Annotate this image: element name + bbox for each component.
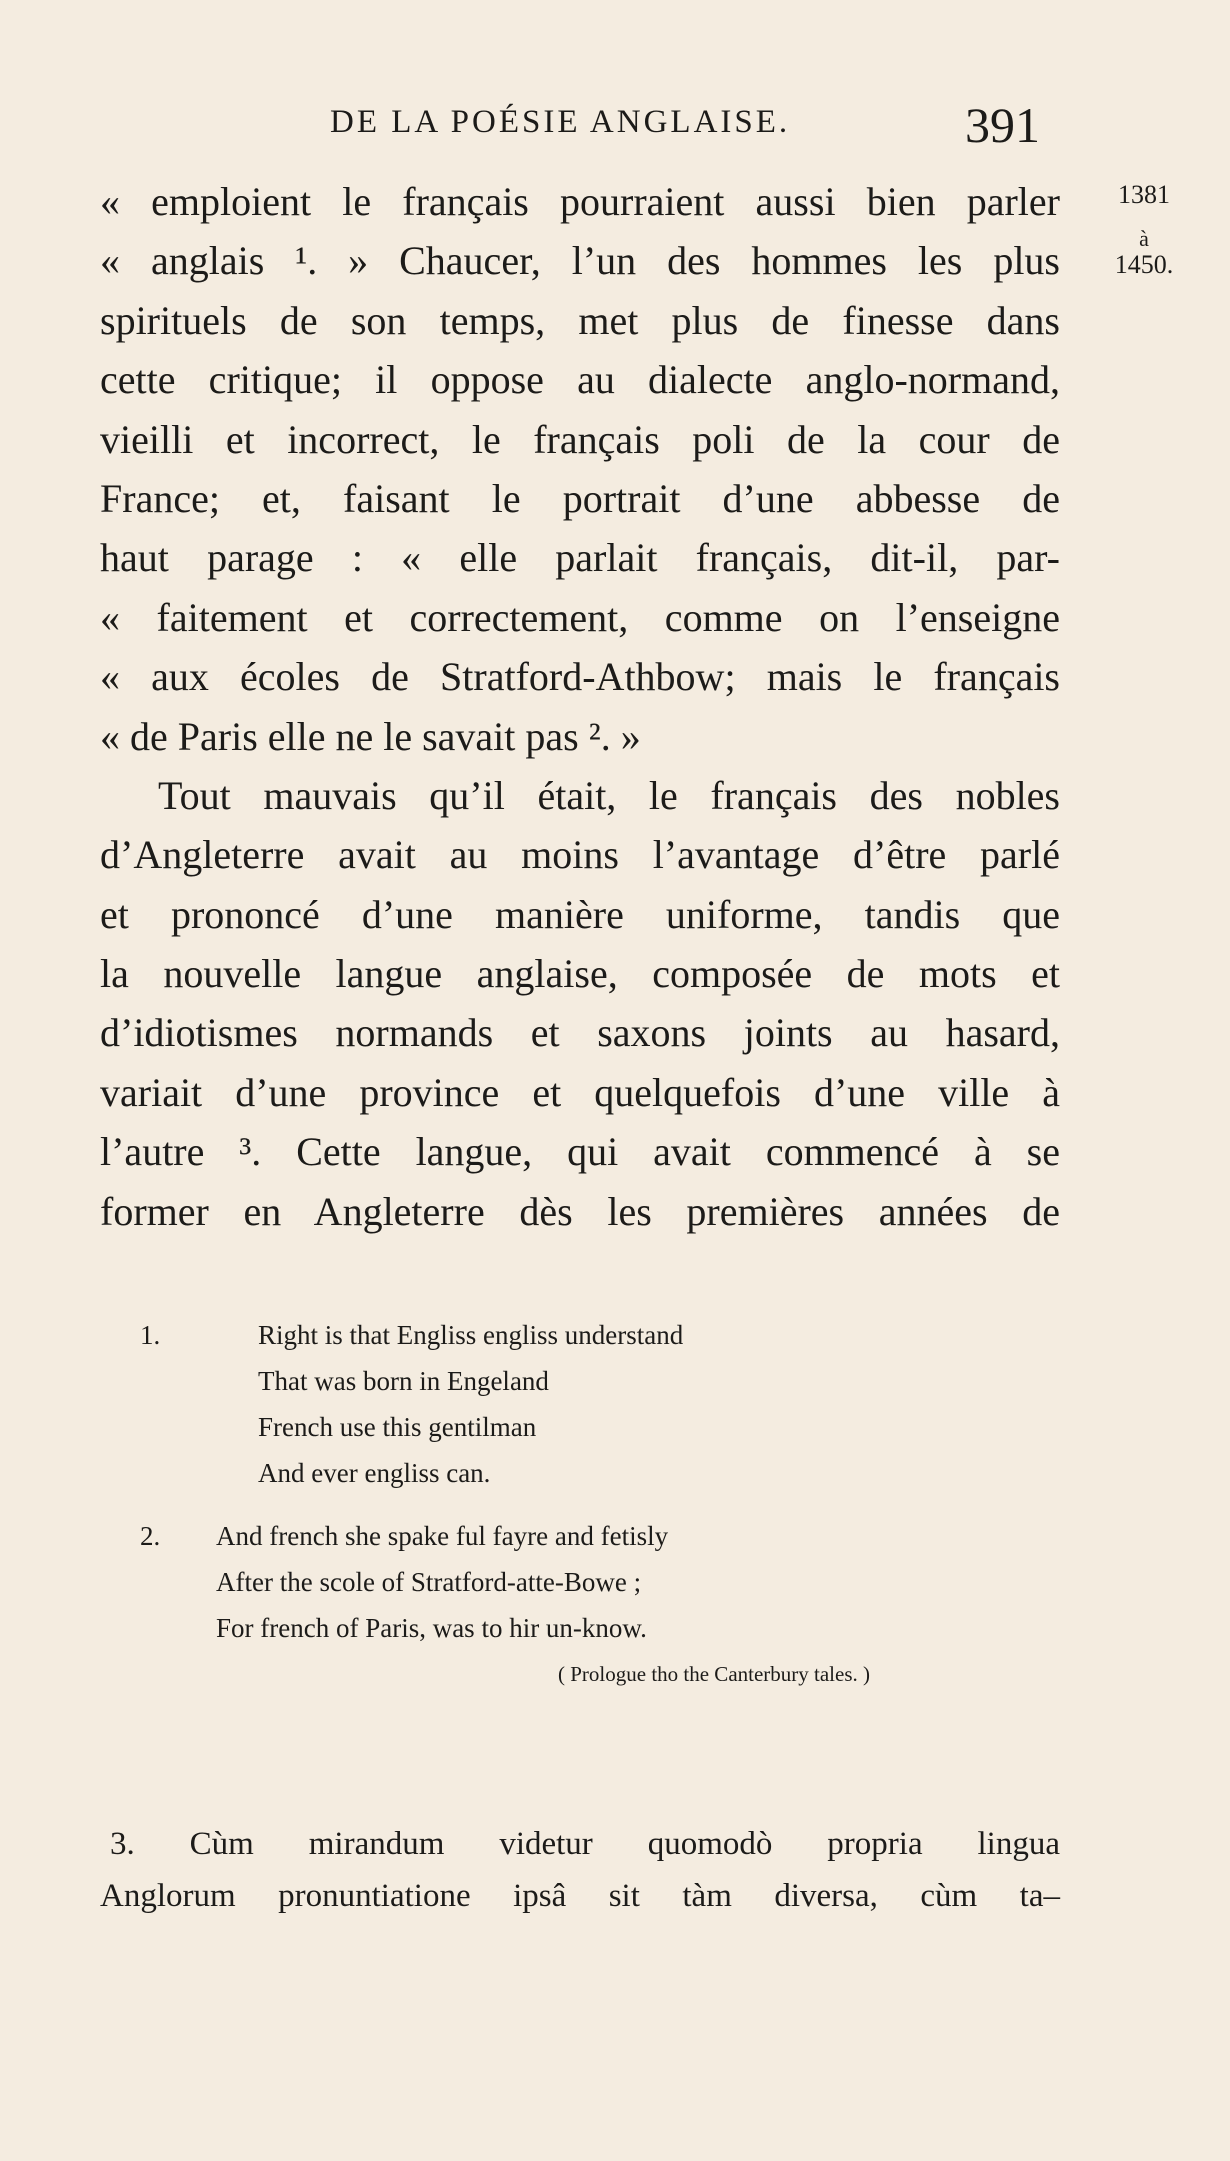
footnote-2-verse: And french she spake ful fayre and fetisly: [216, 1521, 669, 1551]
text-line: l’autre ³. Cette langue, qui avait commencé à se: [100, 1129, 1060, 1175]
footnote-2-verse: After the scole of Stratford-atte-Bowe ;: [216, 1567, 642, 1597]
footnote-1-verse: That was born in Engeland: [258, 1366, 549, 1396]
text-line: former en Angleterre dès les premières années de: [100, 1188, 1060, 1234]
text-line: la nouvelle langue anglaise, composée de mots et: [100, 951, 1060, 997]
text-line: variait d’une province et quelquefois d’une ville à: [100, 1069, 1060, 1115]
text-line: « faitement et correctement, comme on l’enseigne: [100, 594, 1060, 640]
text-line: « de Paris elle ne le savait pas ². »: [100, 713, 641, 759]
footnote-1-verse: Right is that Engliss engliss understand: [258, 1320, 684, 1350]
footnote-1-number: 1.: [140, 1320, 161, 1350]
text-line: France; et, faisant le portrait d’une abbesse de: [100, 475, 1060, 521]
running-head: DE LA POÉSIE ANGLAISE.: [330, 104, 791, 140]
footnote-3-line: 3. Cùm mirandum videtur quomodò propria lingua: [110, 1826, 1060, 1862]
text-line: haut parage : « elle parlait français, dit-il, par-: [100, 535, 1060, 581]
text-line: vieilli et incorrect, le français poli de la cour de: [100, 416, 1060, 462]
margin-date-start: 1381: [1118, 180, 1170, 209]
text-line: « anglais ¹. » Chaucer, l’un des hommes les plus: [100, 238, 1060, 284]
margin-date-separator: à: [1139, 226, 1149, 251]
page-number: 391: [965, 97, 1040, 153]
text-line: d’Angleterre avait au moins l’avantage d’être parlé: [100, 832, 1060, 878]
text-line: Tout mauvais qu’il était, le français des nobles: [158, 772, 1060, 818]
footnote-3-line: Anglorum pronuntiatione ipsâ sit tàm diversa, cùm ta–: [100, 1878, 1060, 1914]
text-line: et prononcé d’une manière uniforme, tandis que: [100, 891, 1060, 937]
text-line: cette critique; il oppose au dialecte anglo-normand,: [100, 357, 1060, 403]
text-line: spirituels de son temps, met plus de finesse dans: [100, 297, 1060, 343]
footnote-2-number: 2.: [140, 1521, 161, 1551]
footnote-2-source: ( Prologue tho the Canterbury tales. ): [558, 1662, 871, 1686]
margin-date-end: 1450.: [1114, 250, 1174, 279]
text-line: d’idiotismes normands et saxons joints au hasard,: [100, 1010, 1060, 1056]
footnote-2-verse: For french of Paris, was to hir un-know.: [216, 1613, 647, 1643]
footnote-3: [100, 1818, 1060, 1922]
main-text: [100, 172, 1060, 1241]
text-line: « aux écoles de Stratford-Athbow; mais le français: [100, 654, 1060, 700]
text-line: « emploient le français pourraient aussi bien parler: [100, 179, 1060, 224]
footnote-1-verse: French use this gentilman: [258, 1412, 537, 1442]
footnote-1-verse: And ever engliss can.: [258, 1458, 491, 1488]
